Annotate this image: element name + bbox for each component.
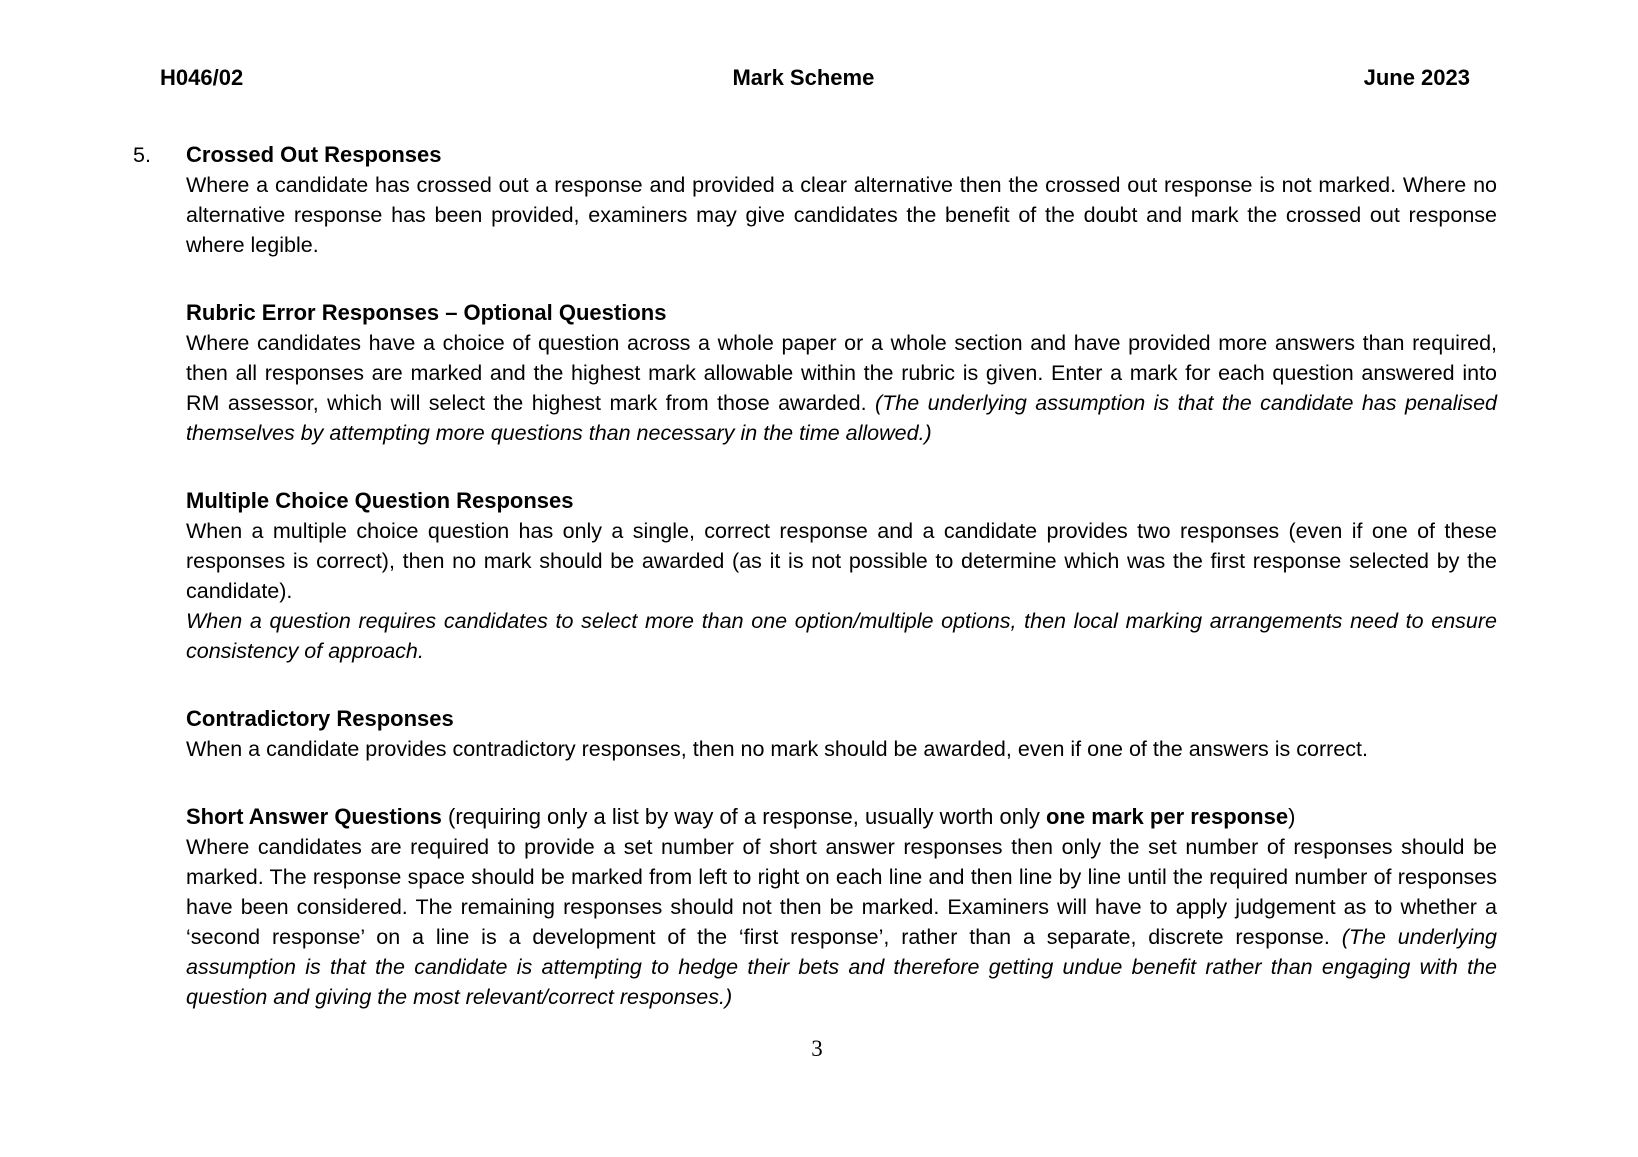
text-run: (requiring only a list by way of a response, usually worth only: [441, 804, 1046, 829]
section-crossed-out-responses-heading: [186, 140, 1497, 170]
text-run: Rubric Error Responses – Optional Questions: [186, 300, 667, 325]
text-run: Crossed Out Responses: [186, 142, 442, 167]
section-contradictory-responses-paragraph: [186, 734, 1497, 764]
section-multiple-choice-question-responses: [186, 486, 1497, 666]
text-run: ): [1288, 804, 1296, 829]
section-rubric-error-responses-paragraph: [186, 328, 1497, 448]
text-run: Multiple Choice Question Responses: [186, 488, 574, 513]
section-short-answer-questions-heading: [186, 802, 1497, 832]
page-number: 3: [811, 1036, 823, 1061]
section-contradictory-responses: [186, 704, 1497, 764]
section-multiple-choice-question-responses-paragraph: [186, 606, 1497, 666]
text-run: (The underlying assumption is that the candidate is attempting to hedge their bets and therefore getting undue benefit rather than engaging with the question and giving the most relevant/correct responses.): [186, 925, 1497, 1009]
section-rubric-error-responses-heading: [186, 298, 1497, 328]
text-run: When a candidate provides contradictory responses, then no mark should be awarded, even if one of the answers is correct.: [186, 737, 1368, 761]
section-short-answer-questions-paragraph: [186, 832, 1497, 1012]
section-contradictory-responses-heading: [186, 704, 1497, 734]
text-run: When a multiple choice question has only a single, correct response and a candidate provides two responses (even if one of these responses is correct), then no mark should be awarded (as it is not possible to determine which was the first response selected by the candidate).: [186, 519, 1497, 603]
text-run: Where candidates are required to provide a set number of short answer responses then only the set number of responses should be marked. The response space should be marked from left to right on each line and then line by line until the required number of responses have been considered. The remaining responses should not then be marked. Examiners will have to apply judgement as to whether a ‘second response’ on a line is a development of the ‘first response’, rather than a separate, discrete response.: [186, 835, 1497, 949]
section-crossed-out-responses: [133, 140, 1497, 260]
section-rubric-error-responses: [186, 298, 1497, 448]
header-paper-code: H046/02: [160, 65, 244, 90]
document-header: [160, 63, 1470, 93]
section-short-answer-questions: [186, 802, 1497, 1012]
text-run: Short Answer Questions: [186, 804, 442, 829]
document-footer: [137, 1034, 1497, 1064]
text-run: Where a candidate has crossed out a response and provided a clear alternative then the crossed out response is not marked. Where no alternative response has been provided, examiners may give candidates the benefit of the doubt and mark the crossed out response where legible.: [186, 173, 1497, 257]
text-run: Contradictory Responses: [186, 706, 454, 731]
document-body: [133, 140, 1497, 1012]
section-multiple-choice-question-responses-heading: [186, 486, 1497, 516]
text-run: When a question requires candidates to select more than one option/multiple options, then local marking arrangements need to ensure consistency of approach.: [186, 609, 1497, 663]
list-item-number: 5.: [133, 143, 151, 167]
text-run: one mark per response: [1045, 804, 1289, 829]
section-crossed-out-responses-paragraph: [186, 170, 1497, 260]
section-multiple-choice-question-responses-paragraph: [186, 516, 1497, 606]
text-run: (The underlying assumption is that the candidate has penalised themselves by attempting more questions than necessary in the time allowed.): [186, 391, 1497, 445]
text-run: Where candidates have a choice of question across a whole paper or a whole section and have provided more answers than required, then all responses are marked and the highest mark allowable within the rubric is given. Enter a mark for each question answered into RM assessor, which will select the highest mark from those awarded.: [186, 331, 1497, 415]
header-title: Mark Scheme: [732, 65, 875, 90]
header-date: June 2023: [1363, 65, 1470, 90]
